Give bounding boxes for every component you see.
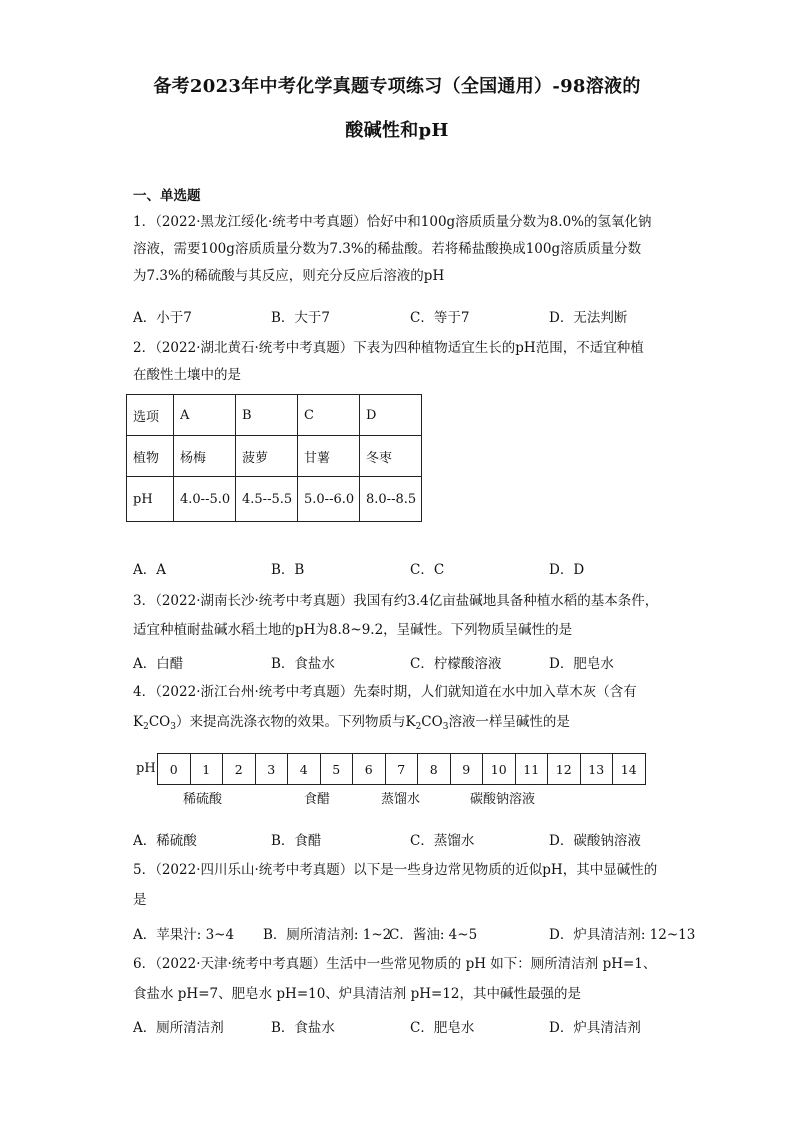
q5-option-c[interactable]: C．酱油: 4~5	[389, 927, 478, 943]
ph-scale-label: pH	[136, 761, 156, 776]
table-cell: 4.0--5.0	[174, 477, 236, 522]
q4-options	[133, 829, 673, 847]
doc-title-line2: 酸碱性和pH	[345, 120, 449, 141]
q2-option-c[interactable]: C．C	[410, 562, 445, 578]
q1-line1: 1．（2022·黑龙江绥化·统考中考真题）恰好中和100g溶质质量分数为8.0%的氢氧化钠	[133, 214, 652, 230]
q2-line1: 2．（2022·湖北黄石·统考中考真题）下表为四种植物适宜生长的pH范围，不适宜种植	[133, 340, 644, 356]
q4-option-c[interactable]: C．蒸馏水	[410, 833, 475, 849]
table-row	[127, 477, 422, 522]
table-cell: 选项	[127, 395, 174, 436]
ph-cell: 0	[158, 754, 191, 785]
q6-option-b[interactable]: B．食盐水	[271, 1020, 335, 1036]
q4-sub: 2	[415, 722, 422, 732]
q2-option-a[interactable]: A．A	[133, 562, 166, 578]
q2-options	[133, 558, 673, 576]
ph-name-distilled-water: 蒸馏水	[381, 792, 421, 807]
q1-option-a[interactable]: A．小于7	[133, 310, 192, 326]
q4-option-b[interactable]: B．食醋	[271, 833, 322, 849]
q6-option-c[interactable]: C．肥皂水	[410, 1020, 475, 1036]
q4-text: K	[133, 714, 144, 730]
table-cell: D	[360, 395, 422, 436]
q5-line2: 是	[133, 892, 147, 908]
ph-cell: 2	[223, 754, 256, 785]
q1-option-b[interactable]: B．大于7	[271, 310, 331, 326]
table-cell: 菠萝	[236, 436, 298, 477]
ph-cell: 5	[320, 754, 353, 785]
table-cell: C	[298, 395, 360, 436]
section-heading: 一、单选题	[133, 188, 201, 204]
table-cell: A	[174, 395, 236, 436]
q1-options	[133, 306, 673, 324]
table-cell: 杨梅	[174, 436, 236, 477]
table-cell: pH	[127, 477, 174, 522]
table-cell: 8.0--8.5	[360, 477, 422, 522]
table-row	[127, 436, 422, 477]
q4-option-d[interactable]: D．碳酸钠溶液	[549, 833, 641, 849]
q1-option-d[interactable]: D．无法判断	[549, 310, 628, 326]
q4-text: ）来提高洗涤衣物的效果。下列物质与K	[175, 714, 416, 730]
q1-line2: 溶液，需要100g溶质质量分数为7.3%的稀盐酸。若将稀盐酸换成100g溶质质量分数	[133, 241, 642, 257]
table-cell: 5.0--6.0	[298, 477, 360, 522]
ph-cell: 4	[288, 754, 321, 785]
table-cell: 4.5--5.5	[236, 477, 298, 522]
q6-option-d[interactable]: D．炉具清洁剂	[549, 1020, 641, 1036]
table-row	[158, 754, 646, 785]
ph-name-vinegar: 食醋	[304, 792, 331, 807]
q2-line2: 在酸性土壤中的是	[133, 367, 241, 383]
q6-option-a[interactable]: A．厕所清洁剂	[133, 1020, 224, 1036]
ph-cell: 10	[483, 754, 516, 785]
q5-option-a[interactable]: A．苹果汁: 3~4	[133, 927, 235, 943]
q4-sub: 2	[143, 722, 149, 732]
q3-option-d[interactable]: D．肥皂水	[549, 656, 614, 672]
q3-option-b[interactable]: B．食盐水	[271, 656, 335, 672]
q5-option-d[interactable]: D．炉具清洁剂: 12~13	[549, 927, 696, 943]
ph-name-dilute-sulfuric-acid: 稀硫酸	[183, 792, 223, 807]
q4-sub: 3	[170, 722, 176, 732]
table-row	[127, 395, 422, 436]
q3-option-a[interactable]: A．白醋	[133, 656, 184, 672]
ph-cell: 7	[385, 754, 418, 785]
q3-option-c[interactable]: C．柠檬酸溶液	[410, 656, 502, 672]
q4-text: CO	[421, 714, 443, 730]
q5-options	[133, 923, 696, 943]
q4-text: 溶液一样呈碱性的是	[448, 714, 570, 730]
q1-option-c[interactable]: C．等于7	[410, 310, 470, 326]
q3-line2: 适宜种植耐盐碱水稻土地的pH为8.8~9.2，呈碱性。下列物质呈碱性的是	[133, 622, 573, 638]
table-cell: 冬枣	[360, 436, 422, 477]
q4-sub: 3	[442, 722, 449, 732]
q6-options	[133, 1016, 673, 1034]
q3-options	[133, 652, 673, 670]
ph-cell: 12	[548, 754, 581, 785]
ph-cell: 6	[353, 754, 386, 785]
ph-cell: 9	[450, 754, 483, 785]
q1-line3: 为7.3%的稀硫酸与其反应，则充分反应后溶液的pH	[133, 268, 445, 284]
q5-option-b[interactable]: B．厕所清洁剂: 1~2	[263, 927, 392, 943]
q3-line1: 3．（2022·湖南长沙·统考中考真题）我国有约3.4亿亩盐碱地具备种植水稻的基本条件，	[133, 593, 659, 609]
q2-option-b[interactable]: B．B	[271, 562, 305, 578]
plant-ph-table	[126, 394, 422, 522]
ph-cell: 3	[255, 754, 288, 785]
q4-line1: 4．（2022·浙江台州·统考中考真题）先秦时期，人们就知道在水中加入草木灰（含有	[133, 684, 637, 700]
q5-line1: 5．（2022·四川乐山·统考中考真题）以下是一些身边常见物质的近似pH，其中显碱性的	[133, 862, 658, 878]
q4-text: CO	[148, 714, 171, 730]
table-cell: 甘薯	[298, 436, 360, 477]
ph-scale-table	[157, 753, 646, 785]
q4-option-a[interactable]: A．稀硫酸	[133, 833, 197, 849]
table-cell: 植物	[127, 436, 174, 477]
ph-cell: 13	[580, 754, 613, 785]
ph-name-sodium-carbonate: 碳酸钠溶液	[470, 792, 536, 807]
ph-cell: 11	[515, 754, 548, 785]
q6-line2: 食盐水 pH=7、肥皂水 pH=10、炉具清洁剂 pH=12，其中碱性最强的是	[133, 986, 581, 1002]
q2-option-d[interactable]: D．D	[549, 562, 585, 578]
q4-line2	[133, 713, 570, 731]
ph-cell: 14	[613, 754, 646, 785]
ph-cell: 1	[190, 754, 223, 785]
doc-title-line1: 备考2023年中考化学真题专项练习（全国通用）-98溶液的	[153, 76, 641, 97]
q6-line1: 6．（2022·天津·统考中考真题）生活中一些常见物质的 pH 如下：厕所清洁剂 pH=1、	[133, 956, 657, 972]
table-cell: B	[236, 395, 298, 436]
ph-cell: 8	[418, 754, 451, 785]
